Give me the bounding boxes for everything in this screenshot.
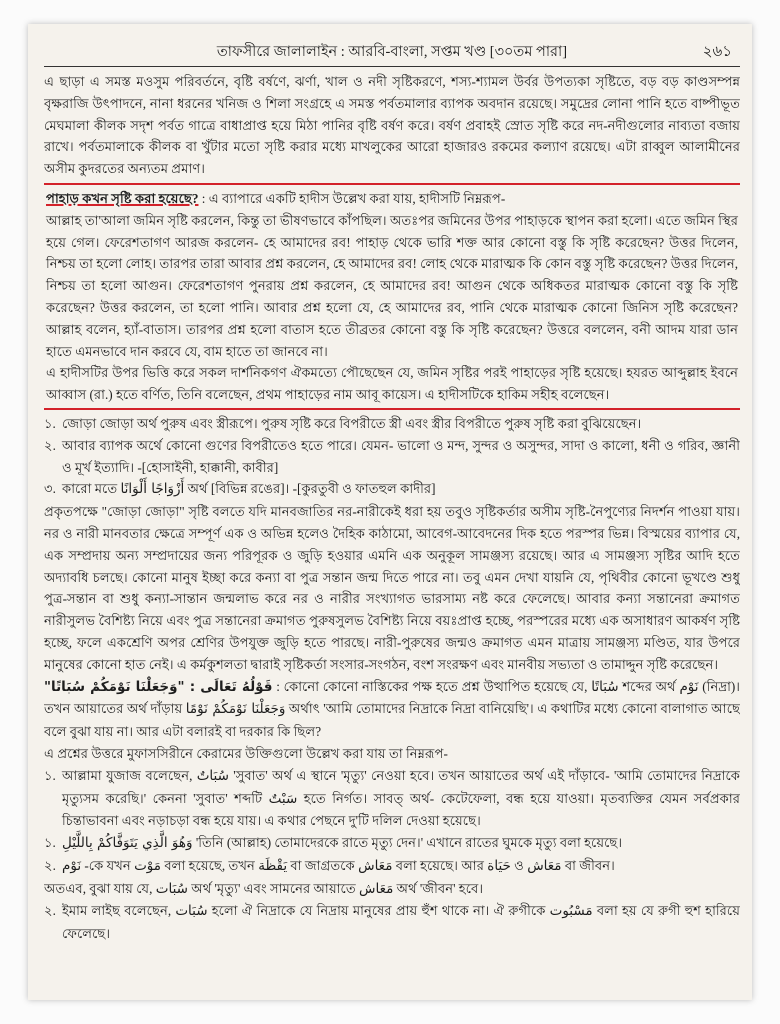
- list-item-text: আবার ব্যাপক অর্থে কোনো গুণের বিপরীতেও হতে পারে। যেমন- ভালো ও মন্দ, সুন্দর ও অসুন্দর, সাদা ও কালো, ধনী ও গরিব, জ্ঞানী ও মূর্খ ইত্যাদি। -[হোসাইনী, হাক্কানী, কাবীর]: [62, 437, 740, 475]
- arabic-term: سُبَات: [155, 880, 188, 897]
- text-segment: শব্দের অর্থ: [618, 678, 680, 694]
- arabic-term: مَوْت: [134, 857, 162, 874]
- sleep-verse-paragraph: [44, 676, 740, 743]
- text-segment: ইমাম লাইছ বলেছেন,: [62, 903, 176, 919]
- evidence-item: [44, 832, 740, 855]
- list-item-text: জোড়া জোড়া অর্থ পুরুষ এবং স্ত্রীরূপে। পুরুষ সৃষ্টি করে বিপরীতে স্ত্রী এবং স্ত্রীর বিপরীতে পুরুষ সৃষ্টি করা বুঝিয়েছেন।: [62, 415, 642, 431]
- text-segment: (নিদ্রা)। তখন আয়াতের অর্থ দাঁড়ায়: [44, 678, 740, 717]
- hadith-text: আল্লাহ তা'আলা জমিন সৃষ্টি করলেন, কিন্তু তা ভীষণভাবে কাঁপছিল। অতঃপর জমিনের উপর পাহাড়কে স্থাপন করা হলো। এতে জমিন স্থির হয়ে গেল। ফেরেশতাগণ আরজ করলেন- হে আমাদের রব! পাহাড় থেকে ভারি শক্ত আর কোনো বস্তু কি সৃষ্টি করেছেন? উত্তর দিলেন, নিশ্চয় তা হলো লোহ। তারপর তারা আবার প্রশ্ন করলেন, হে আমাদের রব! লোহ থেকে মারাত্মক কি কোন বস্তু সৃষ্টি করেছেন? উত্তর দিলেন, নিশ্চয় তা হলো আগুন। ফেরেশতাগণ পুনরায় প্রশ্ন করলেন, হে আমাদের রব! আগুন থেকে অধিকতর মারাত্মক কোনো বস্তু কি সৃষ্টি করেছেন? উত্তর করলেন, তা হলো পানি। আবার প্রশ্ন হলো যে, হে আমাদের রব, পানি থেকে মারাত্মক কোনো জিনিস সৃষ্টি করেছেন? আল্লাহ বলেন, হ্যাঁ-বাতাস। তারপর প্রশ্ন হলো বাতাস হতে তীব্রতর কোনো বস্তু কি সৃষ্টি করেছেন? উত্তরে বললেন, বনী আদম যারা ডান হাতে এমনভাবে দান করবে যে, বাম হাতে তা জানবে না।: [46, 212, 738, 359]
- list-number: ১.: [44, 415, 56, 431]
- list-number: ২.: [44, 437, 56, 453]
- hadith-heading-intro: : এ ব্যাপারে একটি হাদীস উল্লেখ করা যায়, হাদীসটি নিম্নরূপ-: [198, 190, 506, 206]
- arabic-term: مَعَاش: [358, 857, 393, 874]
- text-segment: -কে যখন: [81, 857, 135, 873]
- list-item: [44, 478, 740, 501]
- running-header: [44, 40, 740, 67]
- text-segment: আল্লামা যুজাজ বলেছেন,: [62, 767, 197, 783]
- arabic-verse: وَهُوَ الَّذِي يَتَوَفَّاكُمْ بِاللَّيْلِ: [62, 835, 193, 852]
- list-number: ১.: [44, 767, 56, 783]
- text-segment: অর্থাৎ 'আমি তোমাদের নিদ্রাকে নিদ্রা বানিয়েছি'। এ কথাটির মধ্যে কোনো বালাগাত আছে বলে বুঝা যায় না। আর এটা বলারই বা দরকার কি ছিল?: [44, 701, 740, 740]
- arabic-term: مَعَاش: [359, 880, 394, 897]
- text-segment: হলো ঐ নিদ্রাকে যে নিদ্রায় মানুষের প্রায় হুঁশ থাকে না। ঐ রুগীকে: [207, 903, 550, 919]
- arabic-term: نَوْم: [62, 857, 82, 874]
- evidence-item: [44, 855, 740, 878]
- arabic-term: أَزْوَاجًا أَلْوَانًا: [120, 481, 185, 498]
- hadith-heading: পাহাড় কখন সৃষ্টি করা হয়েছে?: [46, 190, 199, 206]
- intro-paragraph: এ ছাড়া এ সমস্ত মওসুম পরিবর্তনে, বৃষ্টি বর্ষণে, ঝর্ণা, খাল ও নদী সৃষ্টিকরণে, শস্য-শ্যামল উর্বর উপত্যকা সৃষ্টিতে, বড় বড় কাণ্ডসম্পন্ন বৃক্ষরাজি উৎপাদনে, নানা ধরনের খনিজ ও শিলা সংগ্রহে এ সমস্ত পর্বতমালার ব্যাপক অবদান রয়েছে। সমুদ্রের লোনা পানি হতে বাষ্পীভূত মেঘমালা কীলক সদৃশ পর্বত গাত্রে বাধাপ্রাপ্ত হয়ে মিঠা পানির বৃষ্টি বর্ষণ করে। বর্ষণ প্রবাহই স্রোত সৃষ্টি করে নদ-নদীগুলোর নাব্যতা বজায় রাখে। পর্বতমালাকে কীলক বা খুঁটার মতো সৃষ্টি করার মধ্যে মাখলুকের আরো হাজারও রকমের কল্যাণ রয়েছে। এটা রাব্বুল আলামীনের অসীম কুদরতের অন্যতম প্রমাণ।: [44, 74, 740, 177]
- arabic-term: نَوْم: [679, 678, 699, 695]
- arabic-verse: وَجَعَلْنَا نَوْمَكُمْ نَوْمًا: [185, 701, 286, 718]
- text-segment: হতে নির্গত। সাবত্ অর্থ- কেটেফেলা, বন্ধ হয়ে যাওয়া। মৃতব্যক্তির যেমন সর্বপ্রকার চিন্তাভাবনা এবং নড়াচড়া বন্ধ হয়ে যায়। এ কথার পেছনে দু'টি দলিল দেওয়া হয়েছে।: [62, 790, 740, 829]
- list-item: [44, 413, 740, 435]
- list-number: ৩.: [44, 481, 56, 497]
- verse-heading: قَوْلُهُ تَعَالَى : "وَجَعَلْنَا نَوْمَكُمْ سُبَاتًا": [44, 678, 273, 695]
- arabic-term: حَيَاة: [487, 857, 511, 874]
- text-segment: বা জীবন।: [561, 857, 615, 873]
- arabic-term: مَعَاش: [527, 857, 562, 874]
- text-segment: 'তিনি (আল্লাহ) তোমাদেরকে রাতে মৃত্যু দেন।' এখানে রাতের ঘুমকে মৃত্যু বলা হয়েছে।: [192, 835, 623, 851]
- list-item: [44, 435, 740, 479]
- hadith-heading-line: [46, 188, 738, 210]
- text-segment: বলা হয় যে রুগী হুশ হারিয়ে ফেলেছে।: [62, 903, 740, 942]
- text-segment: : কোনো কোনো নাস্তিকের পক্ষ হতে প্রশ্ন উত্থাপিত হয়েছে যে,: [272, 678, 592, 694]
- list-number: ১.: [44, 835, 56, 851]
- text-segment: 'সুবাত' অর্থ এ স্থানে 'মৃত্যু' নেওয়া হবে। তখন আয়াতের অর্থ এই দাঁড়াবে- 'আমি তোমাদের নিদ্রাকে মৃত্যুসম করেছি।' কেননা 'সুবাত' শব্দটি: [62, 767, 740, 806]
- arabic-term: سَبْتٌ: [268, 790, 298, 807]
- hadith-conclusion: এ হাদীসটির উপর ভিত্তি করে সকল দার্শনিকগণ ঐকমত্যে পৌছেছেন যে, জমিন সৃষ্টির পরই পাহাড়ের সৃষ্টি হয়েছে। হযরত আব্দুল্লাহ ইবনে আব্বাস (রা.) হতে বর্ণিত, তিনি বলেছেন, প্রথম পাহাড়ের নাম আবূ কায়েস। এ হাদীসটিকে হাকিম সহীহ বলেছেন।: [46, 365, 738, 403]
- text-segment: ও: [510, 857, 528, 873]
- highlighted-hadith-box: [44, 183, 740, 410]
- text-segment: অর্থ 'মৃত্যু' এবং সামনের আয়াতে: [187, 880, 360, 896]
- arabic-term: سُبَاتٌ: [196, 767, 229, 784]
- arabic-term: سُبَات: [175, 903, 208, 920]
- book-title: তাফসীরে জালালাইন : আরবি-বাংলা, সপ্তম খণ্ড [৩০তম পারা]: [216, 44, 568, 60]
- list-number: ২.: [44, 857, 56, 873]
- scanned-page: [28, 24, 752, 1000]
- answer-item: [44, 765, 740, 832]
- text-segment: বলা হয়েছে। আর: [392, 857, 488, 873]
- text-segment: অতএব, বুঝা যায় যে,: [44, 880, 156, 896]
- text-segment: বা জাগ্রতকে: [287, 857, 359, 873]
- page-number: ২৬১: [702, 44, 732, 60]
- arabic-term: يَقْظَة: [258, 857, 288, 874]
- pairs-paragraph: প্রকৃতপক্ষে "জোড়া জোড়া" সৃষ্টি বলতে যদি মানবজাতির নর-নারীকেই ধরা হয় তবুও সৃষ্টিকর্তার অসীম সৃষ্টি-নৈপুণ্যের নিদর্শন পাওয়া যায়। নর ও নারী মানবতার ক্ষেত্রে সম্পূর্ণ এক ও অভিন্ন হলেও দৈহিক কাঠামো, আবেগ-আবেদনের দিক হতে পরস্পর ভিন্ন। বিস্ময়ের ব্যাপার যে, এক সম্প্রদায় অন্য সম্প্রদায়ের জন্য পরিপূরক ও জুড়ি হওয়ার এমনি এক অনুকূল সামঞ্জস্য রয়েছে। আর এ সামঞ্জস্য সৃষ্টির আদি হতে অদ্যাবধি চলছে। কোনো মানুষ ইচ্ছা করে কন্যা বা পুত্র সন্তান জন্ম দিতে পারে না। তবু এমন দেখা যায়নি যে, পৃথিবীর কোনো ভূখণ্ডে শুধু পুত্র-সন্তান বা শুধু কন্যা-সান্তান জন্মলাভ করে নর ও নারীর সংখ্যাগত ভারসাম্য নষ্ট করে ফেলেছে। আবার কন্যা সন্তানেরা ক্রমাগত নারীসুলভ বৈশিষ্ট্য নিয়ে এবং পুত্র সন্তানেরা ক্রমাগত পুরুষসুলভ বৈশিষ্ট্য নিয়ে বয়ঃপ্রাপ্ত হচ্ছে, পরস্পরের মধ্যে এক অসাধারণ আকর্ষণ সৃষ্টি হচ্ছে, ফলে একশ্রেণি অপর শ্রেণির উপযুক্ত জুড়ি হতে পারছে। নারী-পুরুষের জন্মও ক্রমাগত এমন মাত্রায় সামঞ্জস্য মণ্ডিত, যার উপরে মানুষের কোনো হাত নেই। এ কর্মকুশলতা দ্বারাই সৃষ্টিকর্তা সংসার-সংগঠন, বংশ সংরক্ষণ এবং মানবীয় সভ্যতা ও তামাদ্দুন সৃষ্টি করেছেন।: [44, 504, 740, 672]
- list-item-text: কারো মতে: [62, 481, 121, 497]
- text-segment: অর্থ 'জীবন' হবে।: [393, 880, 484, 896]
- list-number: ২.: [44, 903, 56, 919]
- arabic-term: سُبَاتًا: [591, 678, 619, 695]
- arabic-term: مَسْبُوت: [549, 903, 593, 920]
- answer-intro: এ প্রশ্নের উত্তরে মুফাসসিরীনে কেরামের উক্তিগুলো উল্লেখ করা যায় তা নিম্নরূপ-: [44, 745, 448, 761]
- answer-item: [44, 900, 740, 945]
- evidence-conclusion: [44, 878, 740, 901]
- list-item-text: অর্থ [বিভিন্ন রঙের]। -[কুরতুবী ও ফাতহুল কাদীর]: [184, 481, 436, 497]
- page-content: [44, 40, 740, 992]
- text-segment: বলা হয়েছে, তখন: [161, 857, 259, 873]
